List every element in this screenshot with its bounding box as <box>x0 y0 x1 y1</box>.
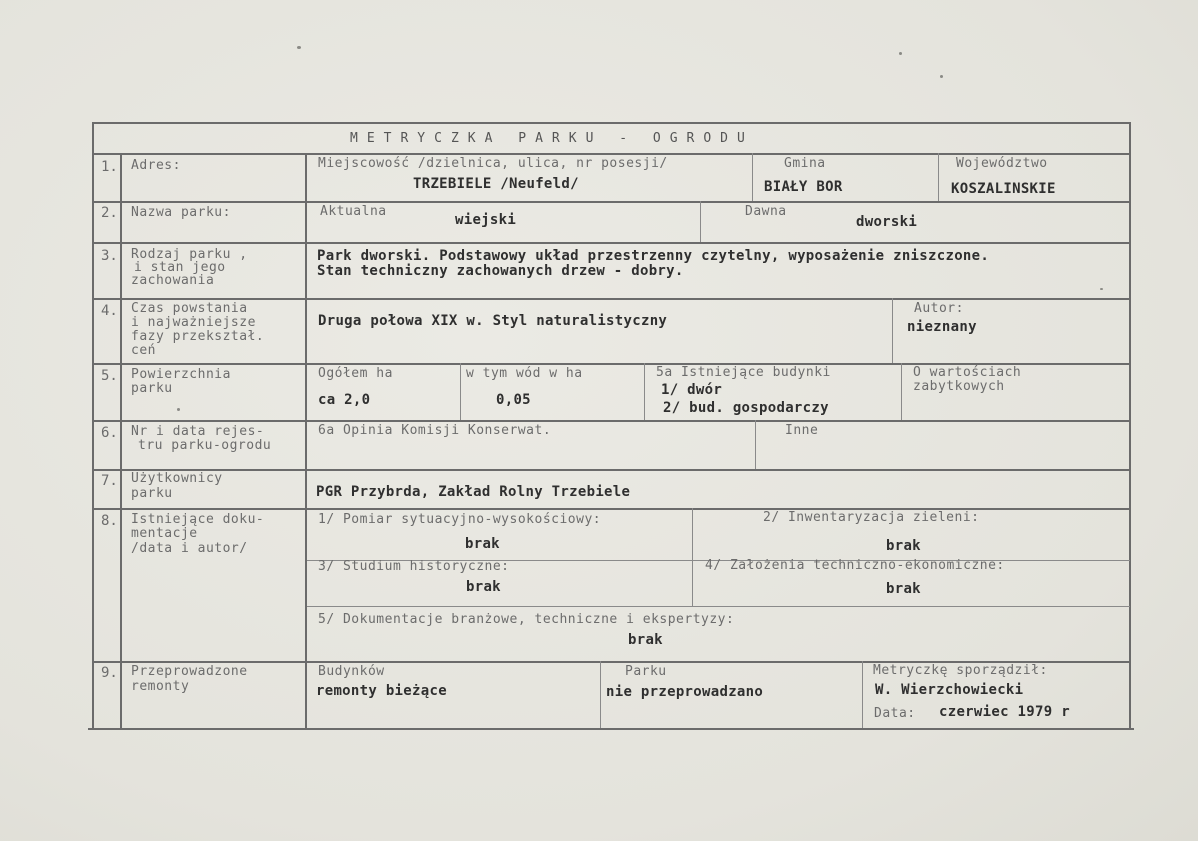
registry-label-line: tru parku-ogrodu <box>138 438 272 453</box>
branch-docs-label: 5/ Dokumentacje branżowe, techniczne i ekspertyzy: <box>318 612 735 627</box>
row-divider <box>92 153 1130 155</box>
paper-speck <box>177 408 180 411</box>
row8-divider <box>692 508 693 606</box>
date-value: czerwiec 1979 r <box>939 704 1070 720</box>
row-divider <box>92 298 1130 300</box>
current-name-label: Aktualna <box>320 204 387 219</box>
park-type-label-line: zachowania <box>131 273 215 288</box>
row8-inner-divider <box>306 606 1130 607</box>
former-name-label: Dawna <box>745 204 787 219</box>
heritage-label-line: zabytkowych <box>913 379 1005 394</box>
paper-speck <box>899 52 902 55</box>
other-label: Inne <box>785 423 819 438</box>
historical-study-value: brak <box>466 579 501 595</box>
row-number: 2. <box>101 205 118 221</box>
locality-value: TRZEBIELE /Neufeld/ <box>413 176 579 192</box>
users-label-line: Użytkownicy <box>131 471 223 486</box>
prepared-by-label: Metryczkę sporządził: <box>873 663 1048 678</box>
voivodeship-label: Województwo <box>956 156 1048 171</box>
tech-econ-assumptions-label: 4/ Założenia techniczno-ekonomiczne: <box>705 558 1005 573</box>
row-number: 9. <box>101 665 118 681</box>
row-number: 1. <box>101 159 118 175</box>
survey-value: brak <box>465 536 500 552</box>
row-number: 8. <box>101 513 118 529</box>
row5-divider <box>901 363 902 420</box>
documentation-label-line: mentacje <box>131 526 198 541</box>
row-divider <box>92 242 1130 244</box>
table-border-right <box>1129 122 1131 728</box>
row5-divider <box>644 363 645 420</box>
water-area-label: w tym wód w ha <box>466 366 583 381</box>
park-type-value-line: Park dworski. Podstawowy układ przestrzenny czytelny, wyposażenie zniszczone. <box>317 248 990 264</box>
park-repairs-value: nie przeprowadzano <box>606 684 764 700</box>
documentation-label-line: Istniejące doku- <box>131 512 265 527</box>
row-number: 5. <box>101 368 118 384</box>
locality-label: Miejscowość /dzielnica, ulica, nr posesji/ <box>318 156 668 171</box>
branch-docs-value: brak <box>628 632 663 648</box>
row-number: 6. <box>101 425 118 441</box>
address-label: Adres: <box>131 158 181 173</box>
buildings-value-line: 1/ dwór <box>661 382 723 398</box>
water-area-value: 0,05 <box>496 392 531 408</box>
table-border-bottom <box>88 728 1134 730</box>
tech-econ-assumptions-value: brak <box>886 581 921 597</box>
author-value: nieznany <box>907 319 977 335</box>
creation-label-line: ceń <box>131 343 156 358</box>
buildings-value-line: 2/ bud. gospodarczy <box>663 400 829 416</box>
gmina-value: BIAŁY BOR <box>764 179 843 195</box>
row9-divider <box>600 661 601 728</box>
current-name-value: wiejski <box>455 212 517 228</box>
prepared-by-value: W. Wierzchowiecki <box>875 682 1024 698</box>
heritage-label-line: O wartościach <box>913 365 1022 380</box>
date-label: Data: <box>874 706 916 721</box>
row1-divider <box>938 153 939 201</box>
paper-speck <box>1100 288 1103 290</box>
table-border-left <box>92 122 94 728</box>
author-label: Autor: <box>914 301 964 316</box>
repairs-label-line: remonty <box>131 679 190 694</box>
park-type-value-line: Stan techniczny zachowanych drzew - dobry. <box>317 263 684 279</box>
area-label-line: Powierzchnia <box>131 367 231 382</box>
creation-label-line: i najważniejsze <box>131 315 256 330</box>
row-divider <box>92 420 1130 422</box>
greenery-inventory-value: brak <box>886 538 921 554</box>
row-number: 4. <box>101 303 118 319</box>
row5-divider <box>460 363 461 420</box>
voivodeship-value: KOSZALINSKIE <box>951 181 1056 197</box>
commission-opinion-label: 6a Opinia Komisji Konserwat. <box>318 423 552 438</box>
registry-label-line: Nr i data rejes- <box>131 424 265 439</box>
document-title: METRYCZKA PARKU - OGRODU <box>350 131 754 146</box>
row6-divider <box>755 420 756 469</box>
creation-label-line: Czas powstania <box>131 301 248 316</box>
park-type-label-line: Rodzaj parku , <box>131 247 248 262</box>
creation-label-line: fazy przekształ. <box>131 329 265 344</box>
gmina-label: Gmina <box>784 156 826 171</box>
label-column-divider <box>305 153 307 728</box>
row-number: 7. <box>101 473 118 489</box>
users-label-line: parku <box>131 486 173 501</box>
total-area-label: Ogółem ha <box>318 366 393 381</box>
row4-divider <box>892 298 893 363</box>
area-label-line: parku <box>131 381 173 396</box>
row-divider <box>92 201 1130 203</box>
num-column-divider <box>120 153 122 728</box>
building-repairs-label: Budynków <box>318 664 385 679</box>
row2-divider <box>700 201 701 242</box>
park-name-label: Nazwa parku: <box>131 205 231 220</box>
former-name-value: dworski <box>856 214 918 230</box>
building-repairs-value: remonty bieżące <box>316 683 447 699</box>
paper-speck <box>297 46 301 49</box>
row9-divider <box>862 661 863 728</box>
row1-divider <box>752 153 753 201</box>
greenery-inventory-label: 2/ Inwentaryzacja zieleni: <box>763 510 980 525</box>
total-area-value: ca 2,0 <box>318 392 371 408</box>
documentation-label-line: /data i autor/ <box>131 541 248 556</box>
survey-label: 1/ Pomiar sytuacyjno-wysokościowy: <box>318 512 602 527</box>
repairs-label-line: Przeprowadzone <box>131 664 248 679</box>
users-value: PGR Przybrda, Zakład Rolny Trzebiele <box>316 484 631 500</box>
park-type-label-line: i stan jego <box>134 260 226 275</box>
park-repairs-label: Parku <box>625 664 667 679</box>
row-divider <box>92 469 1130 471</box>
row-number: 3. <box>101 248 118 264</box>
creation-value: Druga połowa XIX w. Styl naturalistyczny <box>318 313 668 329</box>
historical-study-label: 3/ Studium historyczne: <box>318 559 510 574</box>
paper-speck <box>940 75 943 78</box>
table-border-top <box>92 122 1130 124</box>
buildings-label: 5a Istniejące budynki <box>656 365 831 380</box>
